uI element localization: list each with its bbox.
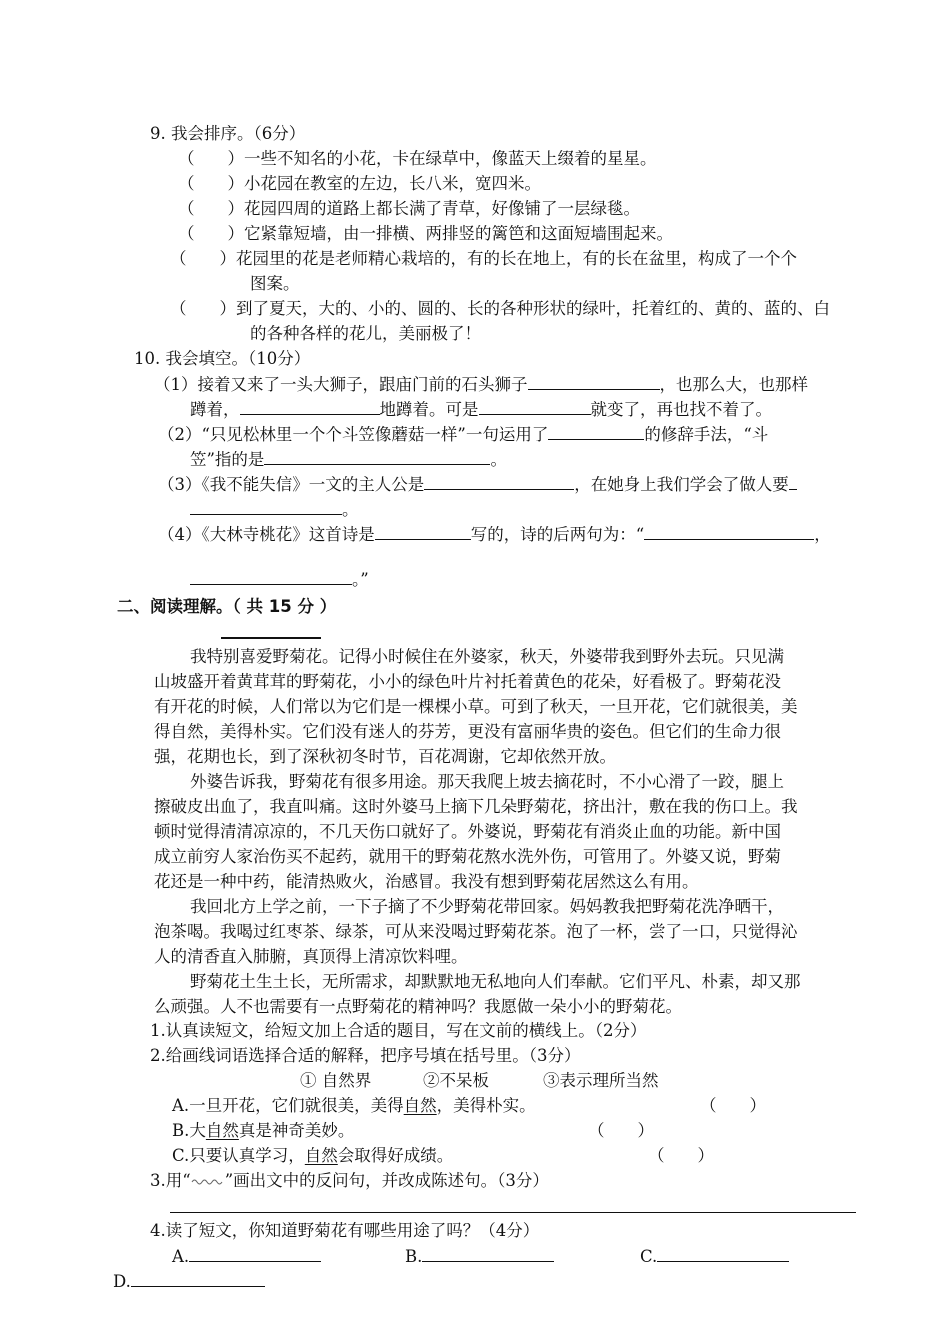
- passage-line-13: 人的清香直入肺腑，真顶得上清凉饮料哩。: [154, 947, 468, 966]
- q2-item-c-answer[interactable]: （ ）: [648, 1146, 714, 1165]
- q2-option-3: ③表示理所当然: [543, 1071, 659, 1090]
- q10-part1-text-a: （1）接着又来了一头大狮子，跟庙门前的石头狮子: [154, 375, 528, 394]
- q10-part4-line1: [158, 523, 831, 546]
- q2-option-2: ②不呆板: [423, 1071, 489, 1090]
- q4-answer-d: [113, 1270, 265, 1293]
- q2-item-a-pre: A.一旦开花，它们就很美，美得: [172, 1096, 404, 1115]
- q10-part3-line1: [158, 473, 797, 496]
- q2-item-c-pre: C.只要认真学习，: [172, 1146, 305, 1165]
- q9-item-3: （ ）花园四周的道路上都长满了青草，好像铺了一层绿毯。: [178, 199, 640, 218]
- q10-blank-9[interactable]: [644, 523, 814, 540]
- q3-answer-line[interactable]: [170, 1212, 856, 1213]
- q4-answer-b: [405, 1245, 554, 1268]
- q2-item-b-answer[interactable]: （ ）: [588, 1121, 654, 1140]
- passage-line-11: 我回北方上学之前，一下子摘了不少野菊花带回家。妈妈教我把野菊花洗净晒干，: [190, 897, 784, 916]
- passage-line-8: 顿时觉得清清凉凉的，不几天伤口就好了。外婆说，野菊花有消炎止血的功能。新中国: [154, 822, 781, 841]
- passage-title-blank[interactable]: [221, 637, 321, 639]
- q4-label-c: C.: [640, 1247, 658, 1266]
- q10-title: 10. 我会填空。（10分）: [134, 349, 311, 368]
- reading-q4: 4.读了短文，你知道野菊花有哪些用途了吗？（4分）: [150, 1221, 540, 1240]
- q2-item-a-post: ，美得朴实。: [436, 1096, 536, 1115]
- passage-line-14: 野菊花土生土长，无所需求，却默默地无私地向人们奉献。它们平凡、朴素，却又那: [190, 972, 801, 991]
- q2-item-a-answer[interactable]: （ ）: [700, 1096, 766, 1115]
- q10-part1-line2: [190, 398, 772, 421]
- q2-item-b-word: 自然: [205, 1121, 239, 1140]
- q10-part2-line2: [190, 448, 507, 471]
- passage-line-4: 得自然，美得朴实。它们没有迷人的芬芳，更没有富丽华贵的姿色。但它们的生命力很: [154, 722, 781, 741]
- passage-line-5: 强，花期也长，到了深秋初冬时节，百花凋谢，它却依然开放。: [154, 747, 616, 766]
- q10-part4-text-a: （4）《大林寺桃花》这首诗是: [158, 525, 375, 544]
- reading-q3: [150, 1170, 549, 1192]
- reading-q3-pre: 3.用“: [150, 1171, 191, 1190]
- q9-item-6-cont: 的各种各样的花儿，美丽极了！: [250, 324, 481, 343]
- q10-blank-2[interactable]: [240, 398, 380, 415]
- passage-line-3: 有开花的时候，人们常以为它们是一棵棵小草。可到了秋天，一旦开花，它们就很美，美: [154, 697, 798, 716]
- q10-part4-text-d: 。”: [352, 570, 369, 589]
- q10-part1-text-e: 就变了，再也找不着了。: [590, 400, 772, 419]
- q9-item-5-cont: 图案。: [250, 274, 300, 293]
- q10-part3-text-a: （3）《我不能失信》一文的主人公是: [158, 475, 425, 494]
- q10-part2-line1: [158, 423, 768, 446]
- q10-blank-6[interactable]: [424, 473, 574, 490]
- q4-label-d: D.: [113, 1272, 131, 1291]
- q4-blank-c[interactable]: [657, 1245, 789, 1262]
- q2-item-a: [172, 1095, 536, 1117]
- q9-item-6: （ ）到了夏天，大的、小的、圆的、长的各种形状的绿叶，托着红的、黄的、蓝的、白: [170, 299, 830, 318]
- q10-blank-5[interactable]: [264, 448, 490, 465]
- q10-part4-line2: [190, 568, 369, 591]
- q10-part2-text-d: 。: [490, 450, 507, 469]
- passage-line-15: 么顽强。人不也需要有一点野菊花的精神吗？我愿做一朵小小的野菊花。: [154, 997, 682, 1016]
- q10-blank-1[interactable]: [528, 373, 660, 390]
- reading-q2: 2.给画线词语选择合适的解释，把序号填在括号里。（3分）: [150, 1046, 581, 1065]
- q10-part1-line1: [154, 373, 808, 396]
- q10-blank-8[interactable]: [375, 523, 471, 540]
- q9-item-4: （ ）它紧靠短墙，由一排横、两排竖的篱笆和这面短墙围起来。: [178, 224, 673, 243]
- q10-part1-text-d: 地蹲着。可是: [379, 400, 479, 419]
- q10-part1-text-b: ，也那么大，也那样: [659, 375, 808, 394]
- passage-line-2: 山坡盛开着黄茸茸的野菊花，小小的绿色叶片衬托着黄色的花朵，好看极了。野菊花没: [154, 672, 781, 691]
- passage-line-6: 外婆告诉我，野菊花有很多用途。那天我爬上坡去摘花时，不小心滑了一跤，腿上: [190, 772, 784, 791]
- wavy-line-icon: [191, 1177, 225, 1187]
- q10-part2-text-b: 的修辞手法，“斗: [644, 425, 769, 444]
- q10-blank-10[interactable]: [190, 568, 352, 585]
- q9-item-1: （ ）一些不知名的小花，卡在绿草中，像蓝天上缀着的星星。: [178, 149, 657, 168]
- q10-part4-text-b: 写的，诗的后两句为：“: [470, 525, 645, 544]
- passage-line-9: 成立前穷人家治伤买不起药，就用干的野菊花熬水洗外伤，可管用了。外婆又说，野菊: [154, 847, 781, 866]
- q2-item-c-word: 自然: [304, 1146, 338, 1165]
- passage-line-12: 泡茶喝。我喝过红枣茶、绿茶，可从来没喝过野菊花茶。泡了一杯，尝了一口，只觉得沁: [154, 922, 798, 941]
- q2-item-b: [172, 1120, 354, 1142]
- q9-item-2: （ ）小花园在教室的左边，长八米，宽四米。: [178, 174, 541, 193]
- q4-answer-a: [172, 1245, 321, 1268]
- q2-option-1: ① 自然界: [300, 1071, 372, 1090]
- q2-item-b-post: 真是神奇美妙。: [238, 1121, 355, 1140]
- q10-blank-4[interactable]: [548, 423, 644, 440]
- q10-part3-text-b: ，在她身上我们学会了做人要: [574, 475, 789, 494]
- q2-item-c-post: 会取得好成绩。: [337, 1146, 454, 1165]
- q4-blank-b[interactable]: [422, 1245, 554, 1262]
- q9-item-5: （ ）花园里的花是老师精心栽培的，有的长在地上，有的长在盆里，构成了一个个: [170, 249, 797, 268]
- q4-label-b: B.: [405, 1247, 423, 1266]
- q10-blank-3[interactable]: [479, 398, 591, 415]
- q10-part3-line2: [190, 498, 359, 521]
- section2-title: 二、阅读理解。（ 共 15 分 ）: [117, 597, 337, 616]
- q4-blank-a[interactable]: [189, 1245, 321, 1262]
- q4-label-a: A.: [172, 1247, 190, 1266]
- q10-blank-7-start[interactable]: [789, 473, 797, 490]
- q10-blank-7[interactable]: [190, 498, 342, 515]
- q10-part2-text-a: （2）“只见松林里一个个斗笠像蘑菇一样”一句运用了: [158, 425, 549, 444]
- reading-q1: 1.认真读短文，给短文加上合适的题目，写在文前的横线上。（2分）: [150, 1021, 647, 1040]
- q10-part2-text-c: 笠”指的是: [190, 450, 265, 469]
- passage-line-1: 我特别喜爱野菊花。记得小时候住在外婆家，秋天，外婆带我到野外去玩。只见满: [190, 647, 784, 666]
- passage-line-10: 花还是一种中药，能清热败火，治感冒。我没有想到野菊花居然这么有用。: [154, 872, 699, 891]
- q2-item-a-word: 自然: [403, 1096, 437, 1115]
- passage-line-7: 擦破皮出血了，我直叫痛。这时外婆马上摘下几朵野菊花，挤出汁，敷在我的伤口上。我: [154, 797, 798, 816]
- q4-blank-d[interactable]: [131, 1270, 265, 1287]
- q2-item-b-pre: B.大: [172, 1121, 206, 1140]
- q9-title: 9. 我会排序。（6分）: [150, 124, 306, 143]
- q10-part1-text-c: 蹲着，: [190, 400, 240, 419]
- q10-part4-text-c: ，: [814, 525, 831, 544]
- q2-item-c: [172, 1145, 453, 1167]
- q10-part3-text-c: 。: [342, 500, 359, 519]
- q4-answer-c: [640, 1245, 789, 1268]
- reading-q3-post: ”画出文中的反问句，并改成陈述句。（3分）: [224, 1171, 549, 1190]
